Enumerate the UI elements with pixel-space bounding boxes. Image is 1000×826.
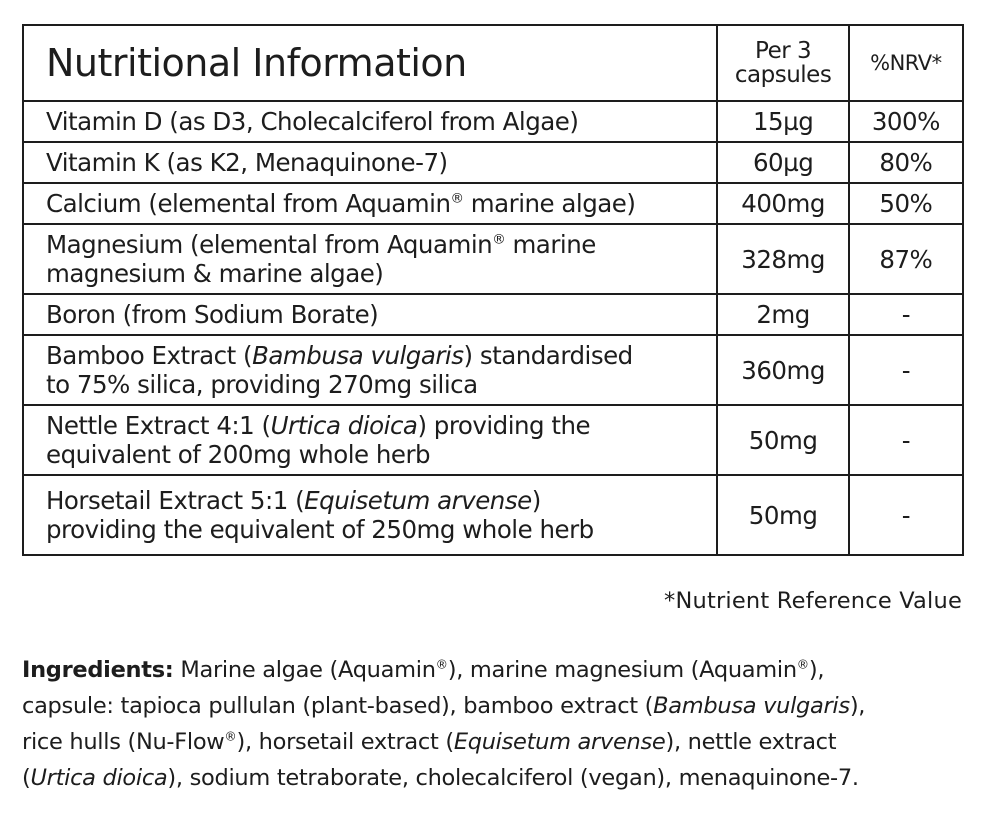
nutrient-nrv: -	[849, 475, 963, 555]
nutrient-name-part: Horsetail Extract 5:1 (	[46, 486, 305, 515]
column-header-amount-line1: Per 3	[755, 38, 812, 64]
ingredients-text: ), sodium tetraborate, cholecalciferol (vegan), menaquinone-7.	[167, 765, 859, 791]
ingredients-text: capsule: tapioca pullulan (plant-based), bamboo extract (	[22, 693, 654, 719]
ingredients-label: Ingredients:	[22, 657, 174, 683]
nutrient-name-line2: providing the equivalent of 250mg whole herb	[46, 515, 594, 544]
ingredients-text: ), nettle extract	[665, 729, 837, 755]
table-row-nettle-extract	[23, 405, 963, 475]
table-row-boron	[23, 294, 963, 335]
ingredients-line	[22, 652, 982, 688]
nutrient-name-part: )	[531, 486, 541, 515]
nutrient-amount: 50mg	[717, 405, 848, 475]
nutrient-amount: 60µg	[717, 142, 848, 183]
ingredients-line	[22, 724, 982, 760]
latin-name: Urtica dioica	[270, 411, 418, 440]
nutrient-name	[23, 335, 717, 405]
nutrient-name-line2: magnesium & marine algae)	[46, 259, 384, 288]
table-title: Nutritional Information	[23, 25, 717, 101]
nutrient-name	[23, 405, 717, 475]
nutrient-name-part: ) standardised	[463, 341, 633, 370]
nutrient-amount: 400mg	[717, 183, 848, 224]
nutrient-name: Vitamin K (as K2, Menaquinone-7)	[23, 142, 717, 183]
nutrient-name	[23, 224, 717, 294]
nutrient-nrv: -	[849, 335, 963, 405]
nutrient-name-part: ) providing the	[417, 411, 591, 440]
nutrient-amount: 15µg	[717, 101, 848, 142]
table-header-row	[23, 25, 963, 101]
nutrient-name	[23, 475, 717, 555]
table-row-vitamin-d	[23, 101, 963, 142]
nutrient-name-part: Nettle Extract 4:1 (	[46, 411, 271, 440]
nutrient-amount: 360mg	[717, 335, 848, 405]
nutrient-name-line2: to 75% silica, providing 270mg silica	[46, 370, 478, 399]
nutrient-name-part: Calcium (elemental from Aquamin	[46, 189, 451, 218]
nutrient-name-line2: equivalent of 200mg whole herb	[46, 440, 431, 469]
latin-name: Equisetum arvense	[453, 729, 666, 755]
latin-name: Bambusa vulgaris	[252, 341, 464, 370]
table-row-vitamin-k	[23, 142, 963, 183]
registered-mark: ®	[796, 657, 809, 672]
table-row-magnesium	[23, 224, 963, 294]
nutrient-amount: 50mg	[717, 475, 848, 555]
latin-name: Bambusa vulgaris	[653, 693, 850, 719]
nutrient-nrv: 50%	[849, 183, 963, 224]
registered-mark: ®	[435, 657, 448, 672]
nutrient-nrv: 300%	[849, 101, 963, 142]
nutrient-nrv: 80%	[849, 142, 963, 183]
nutrient-name-part: Bamboo Extract (	[46, 341, 253, 370]
nutrient-name	[23, 183, 717, 224]
latin-name: Urtica dioica	[30, 765, 168, 791]
column-header-nrv: %NRV*	[849, 25, 963, 101]
ingredients-text: Marine algae (Aquamin	[173, 657, 436, 683]
nutrient-name-part: marine	[505, 230, 596, 259]
column-header-amount-line2: capsules	[734, 62, 832, 88]
ingredients-text: ), marine magnesium (Aquamin	[447, 657, 797, 683]
nutrient-name: Boron (from Sodium Borate)	[23, 294, 717, 335]
nrv-footnote: *Nutrient Reference Value	[664, 588, 962, 614]
ingredients-text: ),	[849, 693, 866, 719]
table-row-calcium	[23, 183, 963, 224]
table-row-horsetail-extract	[23, 475, 963, 555]
registered-mark: ®	[224, 729, 237, 744]
ingredients-text: rice hulls (Nu-Flow	[22, 729, 225, 755]
nutrition-table	[22, 24, 964, 556]
ingredients-paragraph	[22, 652, 982, 796]
ingredients-line	[22, 688, 982, 724]
latin-name: Equisetum arvense	[304, 486, 532, 515]
nutrient-name-part: Magnesium (elemental from Aquamin	[46, 230, 493, 259]
registered-mark: ®	[450, 190, 464, 207]
nutrient-name: Vitamin D (as D3, Cholecalciferol from Algae)	[23, 101, 717, 142]
column-header-amount	[717, 25, 848, 101]
nutrient-amount: 2mg	[717, 294, 848, 335]
ingredients-line	[22, 760, 982, 796]
registered-mark: ®	[492, 231, 506, 248]
nutrient-name-part: marine algae)	[463, 189, 636, 218]
table-row-bamboo-extract	[23, 335, 963, 405]
nutrient-nrv: -	[849, 405, 963, 475]
nutrient-nrv: 87%	[849, 224, 963, 294]
ingredients-text: ),	[808, 657, 825, 683]
ingredients-text: (	[22, 765, 31, 791]
nutrient-nrv: -	[849, 294, 963, 335]
ingredients-text: ), horsetail extract (	[236, 729, 454, 755]
nutrient-amount: 328mg	[717, 224, 848, 294]
